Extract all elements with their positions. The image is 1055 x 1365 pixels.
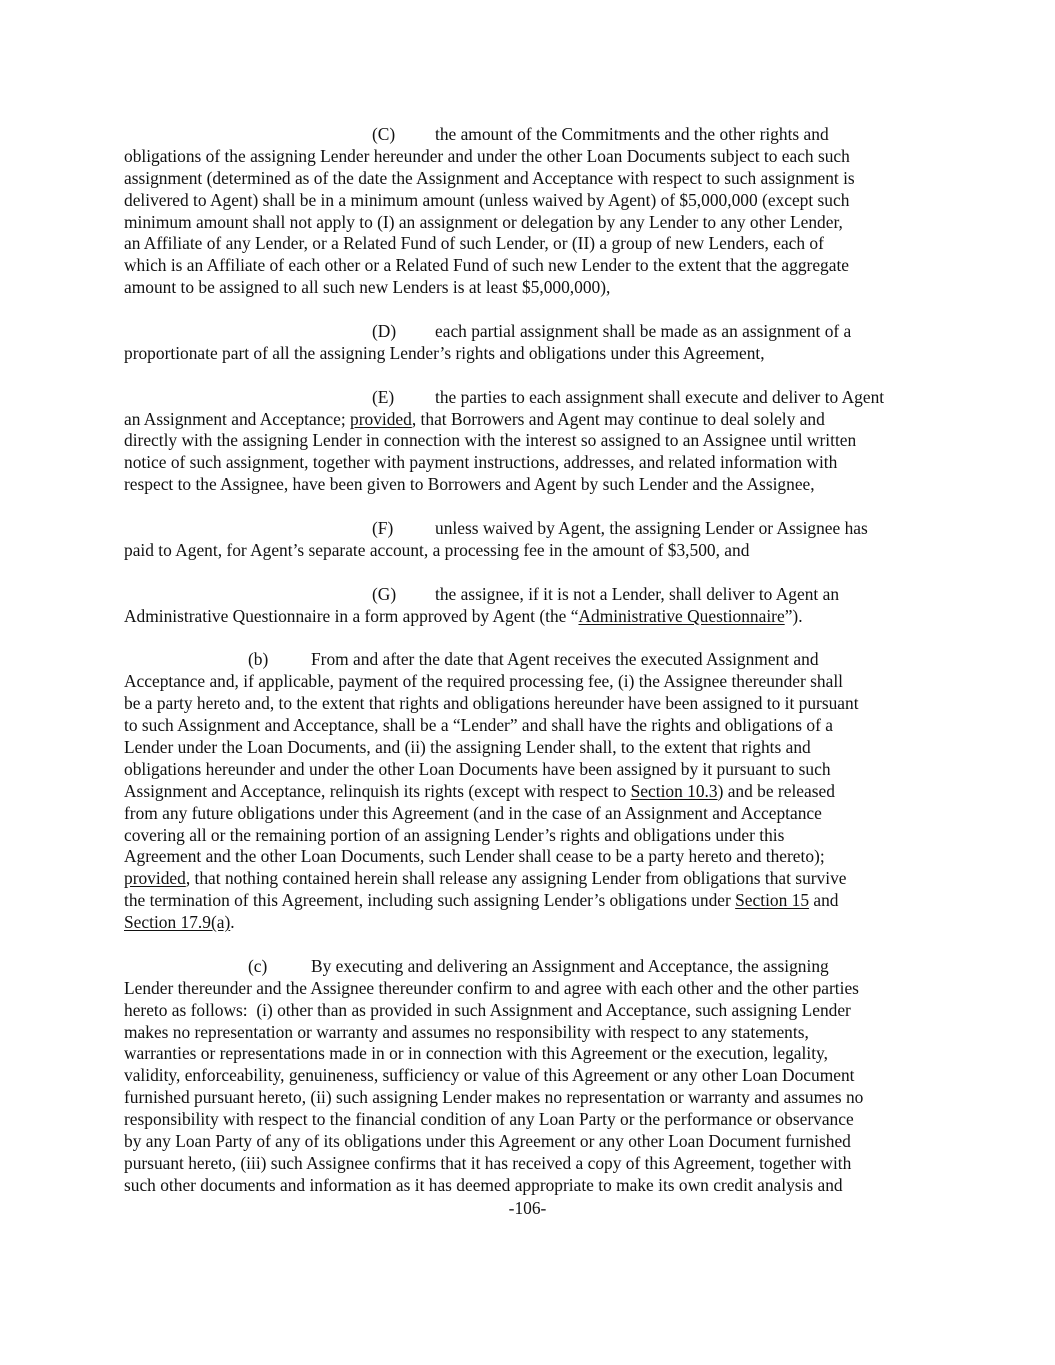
- text-line: [124, 825, 944, 847]
- paragraph: [124, 584, 944, 628]
- text-segment: an Affiliate of any Lender, or a Related Fund of such Lender, or (II) a group of new Lenders, each of: [124, 233, 824, 254]
- text-segment: obligations hereunder and under the other Loan Documents have been assigned by it pursuant to such: [124, 758, 831, 779]
- text-segment: obligations of the assigning Lender hereunder and under the other Loan Documents subject to each such: [124, 145, 850, 166]
- clause-label: (c): [248, 955, 268, 976]
- text-line: [124, 540, 944, 562]
- text-segment: unless waived by Agent, the assigning Lender or Assignee has: [435, 518, 868, 539]
- text-segment: from any future obligations under this Agreement (and in the case of an Assignment and Acceptance: [124, 802, 822, 823]
- paragraph: [124, 124, 944, 299]
- text-segment: to such Assignment and Acceptance, shall be a “Lender” and shall have the rights and obligations of a: [124, 715, 833, 736]
- text-line: [124, 759, 944, 781]
- text-segment: the amount of the Commitments and the other rights and: [435, 124, 829, 144]
- text-line: [124, 868, 944, 890]
- text-line: [124, 1131, 944, 1153]
- text-line: [124, 277, 944, 299]
- text-line: [124, 146, 944, 168]
- paragraph: [124, 387, 944, 496]
- text-line: [124, 715, 944, 737]
- text-segment: Agreement and the other Loan Documents, such Lender shall cease to be a party hereto and thereto);: [124, 846, 825, 867]
- cross-reference: Administrative Questionnaire: [578, 605, 785, 626]
- text-line: [124, 1065, 944, 1087]
- text-segment: such other documents and information as it has deemed appropriate to make its own credit analysis and: [124, 1174, 843, 1195]
- text-segment: makes no representation or warranty and assumes no responsibility with respect to any statements,: [124, 1021, 809, 1042]
- text-segment: paid to Agent, for Agent’s separate account, a processing fee in the amount of $3,500, and: [124, 539, 750, 560]
- text-segment: From and after the date that Agent receives the executed Assignment and: [311, 649, 819, 670]
- text-segment: the parties to each assignment shall execute and deliver to Agent: [435, 386, 885, 407]
- text-line: [124, 518, 944, 540]
- text-segment: hereto as follows: (i) other than as provided in such Assignment and Acceptance, such assigning Lender: [124, 999, 851, 1020]
- paragraph: [124, 518, 944, 562]
- text-segment: , that Borrowers and Agent may continue to deal solely and: [411, 408, 825, 429]
- clause-label: (F): [372, 518, 394, 539]
- cross-reference: provided: [124, 868, 186, 889]
- text-line: [124, 693, 944, 715]
- text-segment: responsibility with respect to the financial condition of any Loan Party or the performance or observance: [124, 1109, 854, 1130]
- clause-label: (b): [248, 649, 269, 670]
- text-segment: and: [809, 890, 839, 911]
- text-line: [124, 233, 944, 255]
- text-segment: ”).: [784, 605, 803, 626]
- text-segment: directly with the assigning Lender in connection with the interest so assigned to an Assignee until written: [124, 430, 857, 451]
- text-line: [124, 890, 944, 912]
- text-segment: furnished pursuant hereto, (ii) such assigning Lender makes no representation or warranty and assumes no: [124, 1087, 864, 1108]
- text-segment: assignment (determined as of the date the Assignment and Acceptance with respect to such assignment is: [124, 167, 855, 188]
- page-number: -106-: [508, 1198, 547, 1218]
- document-body: [124, 124, 944, 1219]
- text-line: [124, 1087, 944, 1109]
- text-line: [124, 803, 944, 825]
- paragraph: [124, 649, 944, 934]
- text-line: [124, 1109, 944, 1131]
- text-segment: be a party hereto and, to the extent that rights and obligations hereunder have been assigned to it pursuant: [124, 693, 859, 714]
- cross-reference: Section 10.3: [630, 780, 718, 801]
- text-segment: validity, enforceability, genuineness, sufficiency or value of this Agreement or any other Loan Document: [124, 1065, 855, 1086]
- text-line: [124, 321, 944, 343]
- text-line: [124, 606, 944, 628]
- text-segment: the termination of this Agreement, including such assigning Lender’s obligations under: [124, 890, 736, 911]
- text-segment: covering all or the remaining portion of an assigning Lender’s rights and obligations under this: [124, 824, 785, 845]
- text-line: [124, 343, 944, 365]
- clause-label: (C): [372, 124, 396, 144]
- text-line: [124, 1153, 944, 1175]
- text-line: [124, 1000, 944, 1022]
- text-line: [124, 1175, 944, 1197]
- text-line: [124, 1043, 944, 1065]
- text-line: [124, 409, 944, 431]
- text-line: [124, 781, 944, 803]
- text-segment: minimum amount shall not apply to (I) an assignment or delegation by any Lender to any other Lender,: [124, 211, 843, 232]
- text-segment: each partial assignment shall be made as an assignment of a: [435, 321, 852, 342]
- text-segment: the assignee, if it is not a Lender, shall deliver to Agent an: [435, 583, 840, 604]
- text-segment: Assignment and Acceptance, relinquish its rights (except with respect to: [124, 780, 631, 801]
- text-line: [124, 168, 944, 190]
- cross-reference: Section 17.9(a): [124, 912, 231, 933]
- text-segment: respect to the Assignee, have been given to Borrowers and Agent by such Lender and the Assignee,: [124, 474, 815, 495]
- text-segment: pursuant hereto, (iii) such Assignee confirms that it has received a copy of this Agreement, together with: [124, 1152, 852, 1173]
- text-line: [124, 1022, 944, 1044]
- text-line: [124, 124, 944, 146]
- text-line: [124, 212, 944, 234]
- paragraph: [124, 956, 944, 1197]
- text-line: [124, 846, 944, 868]
- clause-label: (D): [372, 321, 397, 342]
- cross-reference: provided: [350, 408, 412, 429]
- text-segment: .: [230, 912, 235, 933]
- clause-label: (G): [372, 583, 397, 604]
- text-line: [124, 255, 944, 277]
- text-segment: Acceptance and, if applicable, payment of the required processing fee, (i) the Assignee thereunder shall: [124, 671, 844, 692]
- text-line: [124, 978, 944, 1000]
- text-line: [124, 430, 944, 452]
- text-segment: Lender under the Loan Documents, and (ii) the assigning Lender shall, to the extent that rights and: [124, 736, 811, 757]
- text-segment: notice of such assignment, together with payment instructions, addresses, and related information with: [124, 452, 838, 473]
- text-segment: warranties or representations made in or in connection with this Agreement or the execution, legality,: [124, 1043, 828, 1064]
- text-segment: ) and be released: [717, 780, 835, 801]
- text-line: [124, 737, 944, 759]
- text-line: [124, 474, 944, 496]
- paragraph: [124, 321, 944, 365]
- text-segment: by any Loan Party of any of its obligations under this Agreement or any other Loan Document furnished: [124, 1130, 851, 1151]
- text-segment: proportionate part of all the assigning Lender’s rights and obligations under this Agreement,: [124, 342, 765, 363]
- text-line: [124, 387, 944, 409]
- text-line: [124, 584, 944, 606]
- text-segment: amount to be assigned to all such new Lenders is at least $5,000,000),: [124, 277, 611, 298]
- cross-reference: Section 15: [735, 890, 810, 911]
- text-segment: an Assignment and Acceptance;: [124, 408, 351, 429]
- text-segment: , that nothing contained herein shall release any assigning Lender from obligations that survive: [185, 868, 847, 889]
- text-line: [124, 912, 944, 934]
- text-segment: Administrative Questionnaire in a form approved by Agent (the “: [124, 605, 579, 626]
- text-line: [124, 452, 944, 474]
- text-segment: Lender thereunder and the Assignee thereunder confirm to and agree with each other and the other parties: [124, 977, 859, 998]
- text-segment: By executing and delivering an Assignment and Acceptance, the assigning: [311, 955, 829, 976]
- clause-label: (E): [372, 386, 395, 407]
- text-segment: which is an Affiliate of each other or a Related Fund of such new Lender to the extent that the aggregate: [124, 255, 849, 276]
- text-line: [124, 649, 944, 671]
- text-line: [124, 671, 944, 693]
- text-line: [124, 956, 944, 978]
- text-segment: delivered to Agent) shall be in a minimum amount (unless waived by Agent) of $5,000,000 (except such: [124, 189, 850, 210]
- text-line: [124, 190, 944, 212]
